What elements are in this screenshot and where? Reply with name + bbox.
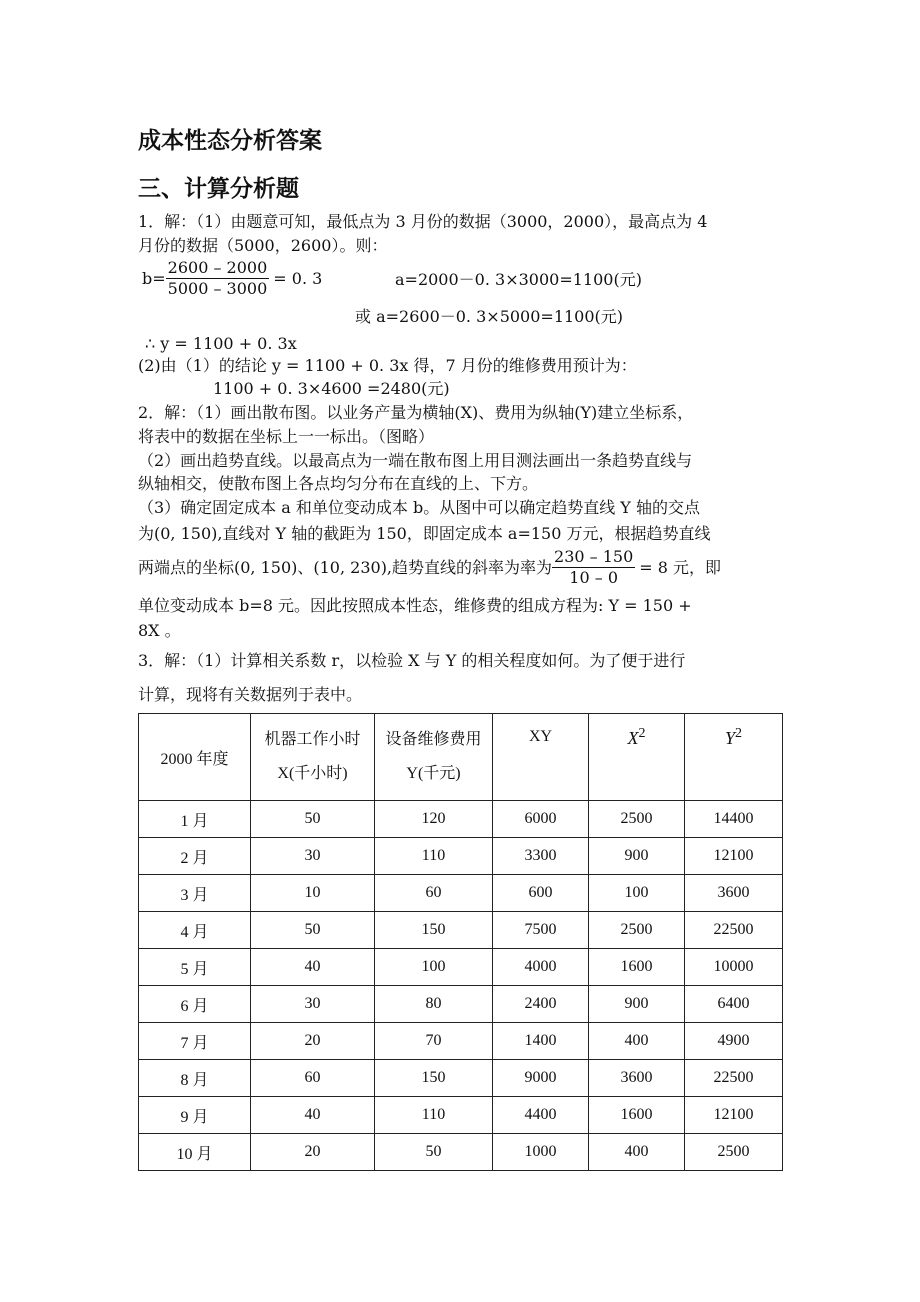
p1-line1: 1．解：（1）由题意可知，最低点为 3 月份的数据（3000，2000），最高点为 4 bbox=[138, 212, 708, 231]
cell-xy: 9000 bbox=[493, 1060, 589, 1097]
cell-y2: 12100 bbox=[685, 838, 783, 875]
table-row bbox=[139, 912, 783, 949]
p2-line2: 将表中的数据在坐标上一一标出。（图略） bbox=[138, 427, 435, 446]
cell-xy: 600 bbox=[493, 875, 589, 912]
p2-line3: （2）画出趋势直线。以最高点为一端在散布图上用目测法画出一条趋势直线与 bbox=[138, 451, 693, 470]
table-row bbox=[139, 949, 783, 986]
slope-denominator: 10 – 0 bbox=[569, 568, 619, 587]
cell-x2: 1600 bbox=[589, 1097, 685, 1134]
cell-y2: 12100 bbox=[685, 1097, 783, 1134]
cell-y: 120 bbox=[375, 801, 493, 838]
cell-y: 150 bbox=[375, 1060, 493, 1097]
cell-month: 4 月 bbox=[139, 912, 251, 949]
header-x2-exp: 2 bbox=[638, 726, 646, 741]
header-x bbox=[251, 714, 375, 801]
cell-x: 30 bbox=[251, 986, 375, 1023]
cell-y2: 6400 bbox=[685, 986, 783, 1023]
header-y2-base: Y bbox=[724, 728, 735, 748]
cell-month: 6 月 bbox=[139, 986, 251, 1023]
cell-month: 2 月 bbox=[139, 838, 251, 875]
p1-line2: 月份的数据（5000，2600）。则： bbox=[138, 236, 388, 255]
header-x2-base: X bbox=[627, 728, 639, 748]
therefore-line: ∴ y = 1100 + 0. 3x bbox=[145, 334, 297, 353]
cell-month: 9 月 bbox=[139, 1097, 251, 1134]
p1-2-line2: 1100 + 0. 3×4600 =2480(元) bbox=[213, 379, 450, 398]
table-row bbox=[139, 986, 783, 1023]
cell-y: 150 bbox=[375, 912, 493, 949]
cell-xy: 3300 bbox=[493, 838, 589, 875]
p2-line7-post: = 8 元，即 bbox=[639, 557, 722, 577]
cell-x: 10 bbox=[251, 875, 375, 912]
cell-y: 100 bbox=[375, 949, 493, 986]
cell-x2: 400 bbox=[589, 1134, 685, 1171]
table-row bbox=[139, 1060, 783, 1097]
data-table bbox=[138, 713, 783, 1171]
b-fraction bbox=[166, 258, 270, 299]
a-equation-1: a=2000－0. 3×3000=1100(元) bbox=[395, 270, 642, 289]
cell-month: 3 月 bbox=[139, 875, 251, 912]
header-year: 2000 年度 bbox=[139, 714, 251, 801]
cell-x: 20 bbox=[251, 1134, 375, 1171]
header-y2-exp: 2 bbox=[735, 726, 742, 741]
cell-month: 5 月 bbox=[139, 949, 251, 986]
cell-x2: 3600 bbox=[589, 1060, 685, 1097]
cell-month: 8 月 bbox=[139, 1060, 251, 1097]
p2-line7-pre: 两端点的坐标(0, 150)、(10, 230),趋势直线的斜率为率为 bbox=[138, 557, 553, 577]
cell-x: 50 bbox=[251, 801, 375, 838]
p2-line5: （3）确定固定成本 a 和单位变动成本 b。从图中可以确定趋势直线 Y 轴的交点 bbox=[138, 498, 700, 517]
p2-line9: 8X 。 bbox=[138, 621, 181, 640]
cell-month: 10 月 bbox=[139, 1134, 251, 1171]
header-x-line1: 机器工作小时 bbox=[264, 731, 361, 748]
table-row bbox=[139, 1134, 783, 1171]
header-x-line2: X(千小时) bbox=[277, 765, 348, 782]
table-row bbox=[139, 838, 783, 875]
table-row bbox=[139, 1097, 783, 1134]
cell-y2: 22500 bbox=[685, 912, 783, 949]
cell-x: 30 bbox=[251, 838, 375, 875]
p2-line6: 为(0, 150),直线对 Y 轴的截距为 150，即固定成本 a=150 万元，根据趋势直线 bbox=[138, 524, 711, 543]
cell-y: 110 bbox=[375, 1097, 493, 1134]
header-y-squared bbox=[685, 714, 783, 801]
a-equation-2: 或 a=2600－0. 3×5000=1100(元) bbox=[355, 307, 624, 326]
table-header-row bbox=[139, 714, 783, 801]
b-formula bbox=[142, 258, 322, 299]
header-xy: XY bbox=[493, 714, 589, 801]
cell-y2: 3600 bbox=[685, 875, 783, 912]
table-row bbox=[139, 875, 783, 912]
cell-y2: 14400 bbox=[685, 801, 783, 838]
cell-x: 60 bbox=[251, 1060, 375, 1097]
table-row bbox=[139, 1023, 783, 1060]
cell-month: 1 月 bbox=[139, 801, 251, 838]
cell-x: 40 bbox=[251, 1097, 375, 1134]
cell-xy: 2400 bbox=[493, 986, 589, 1023]
cell-x: 20 bbox=[251, 1023, 375, 1060]
cell-x2: 900 bbox=[589, 986, 685, 1023]
cell-y: 70 bbox=[375, 1023, 493, 1060]
p3-line1: 3．解：（1）计算相关系数 r，以检验 X 与 Y 的相关程度如何。为了便于进行 bbox=[138, 651, 686, 670]
header-y bbox=[375, 714, 493, 801]
cell-month: 7 月 bbox=[139, 1023, 251, 1060]
p2-line1: 2．解：（1）画出散布图。以业务产量为横轴(X)、费用为纵轴(Y)建立坐标系， bbox=[138, 403, 694, 422]
cell-xy: 1000 bbox=[493, 1134, 589, 1171]
b-numerator: 2600 – 2000 bbox=[167, 258, 268, 277]
cell-y: 80 bbox=[375, 986, 493, 1023]
cell-y2: 22500 bbox=[685, 1060, 783, 1097]
cell-x2: 900 bbox=[589, 838, 685, 875]
table-row bbox=[139, 801, 783, 838]
header-y-line2: Y(千元) bbox=[406, 765, 461, 782]
slope-fraction bbox=[552, 547, 635, 588]
header-y-line1: 设备维修费用 bbox=[385, 731, 482, 748]
cell-x: 50 bbox=[251, 912, 375, 949]
p2-line8: 单位变动成本 b=8 元。因此按照成本性态，维修费的组成方程为: Y = 150 + bbox=[138, 596, 692, 615]
cell-xy: 7500 bbox=[493, 912, 589, 949]
cell-x2: 100 bbox=[589, 875, 685, 912]
b-denominator: 5000 – 3000 bbox=[167, 279, 268, 298]
p1-2-line1: (2)由（1）的结论 y = 1100 + 0. 3x 得，7 月份的维修费用预计为： bbox=[138, 356, 637, 375]
doc-title: 成本性态分析答案 bbox=[138, 128, 322, 154]
cell-y2: 10000 bbox=[685, 949, 783, 986]
cell-x2: 400 bbox=[589, 1023, 685, 1060]
p2-line4: 纵轴相交，使散布图上各点均匀分布在直线的上、下方。 bbox=[138, 474, 539, 493]
cell-y: 110 bbox=[375, 838, 493, 875]
cell-y: 50 bbox=[375, 1134, 493, 1171]
cell-xy: 6000 bbox=[493, 801, 589, 838]
cell-y2: 4900 bbox=[685, 1023, 783, 1060]
header-x-squared bbox=[589, 714, 685, 801]
cell-x2: 1600 bbox=[589, 949, 685, 986]
cell-xy: 1400 bbox=[493, 1023, 589, 1060]
cell-y: 60 bbox=[375, 875, 493, 912]
b-prefix: b= bbox=[142, 268, 166, 288]
slope-numerator: 230 – 150 bbox=[554, 547, 634, 566]
p2-line7 bbox=[138, 547, 721, 588]
cell-y2: 2500 bbox=[685, 1134, 783, 1171]
cell-x2: 2500 bbox=[589, 801, 685, 838]
cell-x: 40 bbox=[251, 949, 375, 986]
p3-line2: 计算，现将有关数据列于表中。 bbox=[138, 685, 363, 704]
cell-xy: 4400 bbox=[493, 1097, 589, 1134]
section-heading: 三、计算分析题 bbox=[138, 176, 299, 202]
cell-xy: 4000 bbox=[493, 949, 589, 986]
cell-x2: 2500 bbox=[589, 912, 685, 949]
b-result: = 0. 3 bbox=[273, 268, 323, 288]
